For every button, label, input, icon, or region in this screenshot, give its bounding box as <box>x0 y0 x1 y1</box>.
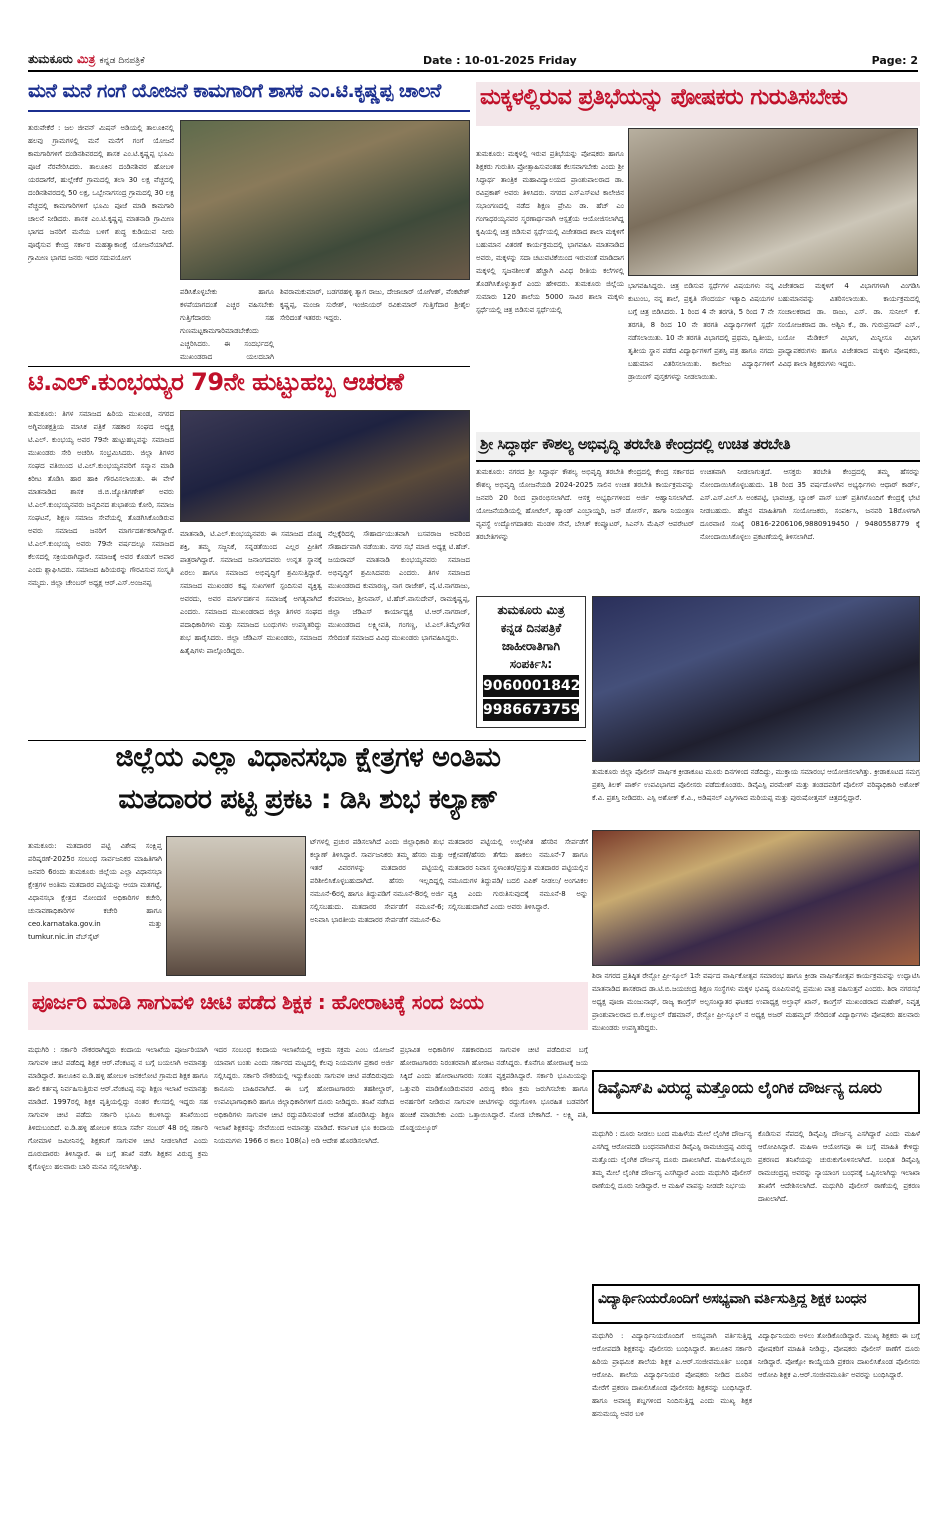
story5-col1: ತುಮಕೂರು: ಮತದಾರರ ಪಟ್ಟಿ ವಿಶೇಷ ಸಂಕ್ಷಿಪ್ತ ಪರಿಷ್ಕರಣೆ-2025ರ ಸಂಬಂಧ ಸಾರ್ವಜನಿಕರ ಮಾಹಿತಿಗಾಗಿ ಜನವರಿ 6ರಂದು ತುಮಕೂರು ಜಿಲ್ಲೆಯ ಎಲ್ಲಾ ವಿಧಾನಸಭಾ ಕ್ಷೇತ್ರಗಳ ಅಂತಿಮ ಮತದಾರರ ಪಟ್ಟಿಯನ್ನು ಆಯಾ ಮತಗಟ್ಟೆ, ವಿಧಾನಸಭಾ ಕ್ಷೇತ್ರದ ನೋಂದಣಿ ಅಧಿಕಾರಿಗಳ ಕಚೇರಿ, ಚುನಾವಣಾಧಿಕಾರಿಗಳ ಕಚೇರಿ ಹಾಗೂ ceo.karnataka.gov.in ಮತ್ತು tumkur.nic.in ವೆಬ್‌ಸೈಟ್ <box>28 842 162 941</box>
story5-headline-line2: ಮತದಾರರ ಪಟ್ಟಿ ಪ್ರಕಟ : ಡಿಸಿ ಶುಭ ಕಲ್ಯಾಣ್ <box>118 786 498 815</box>
story7-headline: ಡಿವೈಎಸ್‌ಪಿ ವಿರುದ್ಧ ಮತ್ತೊಂದು ಲೈಂಗಿಕ ದೌರ್ಜನ್ಯ ದೂರು <box>592 1070 920 1114</box>
story8-col2: ವಿದ್ಯಾರ್ಥಿನಿಯರು ಅಳಲು ತೋಡಿಕೊಂಡಿದ್ದಾರೆ. ಮುಖ್ಯ ಶಿಕ್ಷಕರು ಈ ಬಗ್ಗೆ ಪೋಷಕರಿಗೆ ಮಾಹಿತಿ ನೀಡಿದ್ದು, ಪೋಷಕರು ಪೊಲೀಸ್ ಠಾಣೆಗೆ ದೂರು ನೀಡಿದ್ದಾರೆ. ಪೋಕ್ಸೋ ಕಾಯ್ದೆಯಡಿ ಪ್ರಕರಣ ದಾಖಲಿಸಿಕೊಂಡ ಪೊಲೀಸರು ಆರೋಪಿ ಶಿಕ್ಷಕ ಎ.ಆರ್.ಸಂಜೀವಮೂರ್ತಿ ಅವರನ್ನು ಬಂಧಿಸಿದ್ದಾರೆ. <box>758 1332 920 1379</box>
newspaper-brand <box>28 52 145 67</box>
story6-col1: ಮಧುಗಿರಿ : ಸರ್ಕಾರಿ ನೌಕರರಾಗಿದ್ದರು ಕಂದಾಯ ಇಲಾಖೆಯ ಪೂರ್ಜರಿಯಾಗಿ ಸಾಗುವಳಿ ಚೀಟಿ ಪಡೆದಿದ್ದ ಶಿಕ್ಷಕ ಆರ್.ವೆಂಕಟಪ್ಪ ನ ಬಗ್ಗೆ ಬಯಲಾಗಿ ಅಮಾನತ್ತು ಮಾಡಿದ್ದಾರೆ. ತಾಲೂಕಿನ ಐ.ಡಿ.ಹಳ್ಳಿ ಹೋಬಳಿ ಜನಕಲೋಟಿ ಗ್ರಾಮದ ಶಿಕ್ಷಕ ಹಾಗೂ ಹಾಲಿ ಕರ್ತವ್ಯ ನಿರ್ವಹಿಸುತ್ತಿರುವ ಆರ್.ವೆಂಕಟಪ್ಪ ನನ್ನು ಶಿಕ್ಷಣ ಇಲಾಖೆ ಅಮಾನತ್ತು ಮಾಡಿದೆ. 1997ರಲ್ಲಿ ಶಿಕ್ಷಕ ವೃತ್ತಿಯಲ್ಲಿದ್ದು ನಂತರ ಕೆಲಸದಲ್ಲಿ ಇದ್ದರು ಸಹ ಸಾಗುವಳಿ ಚೀಟಿ ಪಡೆದು ಸರ್ಕಾರಿ ಭೂಮಿ ಕಬಳಿಸಿದ್ದು ತನಿಖೆಯಿಂದ ತಿಳಿದುಬಂದಿದೆ. ಐ.ಡಿ.ಹಳ್ಳಿ ಹೋಬಳಿ ಕಸಬಾ ಸರ್ವೇ ನಂಬರ್ 48 ರಲ್ಲಿ ಸರ್ಕಾರಿ ಗೋಮಾಳ ಜಮೀನಿನಲ್ಲಿ ಶಿಕ್ಷಕನಿಗೆ ಸಾಗುವಳಿ ಚೀಟಿ ನೀಡಲಾಗಿದೆ ಎಂದು ದೂರುದಾರರು ತಿಳಿಸಿದ್ದಾರೆ. ಈ ಬಗ್ಗೆ ತನಿಖೆ ನಡೆಸಿ ಶಿಕ್ಷಕನ ವಿರುದ್ಧ ಕ್ರಮ ಕೈಗೊಳ್ಳಲು ಹಲವಾರು ಬಾರಿ ಮನವಿ ಸಲ್ಲಿಸಲಾಗಿತ್ತು. <box>28 1046 208 1171</box>
ad-line2: ಕನ್ನಡ ದಿನಪತ್ರಿಕೆ <box>500 621 562 635</box>
story2-col1: ತುಮಕೂರು: ಮಕ್ಕಳಲ್ಲಿ ಇರುವ ಪ್ರತಿಭೆಯನ್ನು ಪೋಷಕರು ಹಾಗೂ ಶಿಕ್ಷಕರು ಗುರುತಿಸಿ ಪ್ರೋತ್ಸಾಹಿಸುವಂತಹ ಕೆಲಸವಾಗಬೇಕು ಎಂದು ಶ್ರೀ ಸಿದ್ಧಾರ್ಥ ತಾಂತ್ರಿಕ ಮಹಾವಿದ್ಯಾಲಯದ ಪ್ರಾಂಶುಪಾಲರಾದ ಡಾ. ರವಿಪ್ರಕಾಶ್ ಅವರು ತಿಳಿಸಿದರು. ನಗರದ ಎಸ್ಎಸ್ಐಟಿ ಕಾಲೇಜಿನ ಸಭಾಂಗಣದಲ್ಲಿ ನಡೆದ ಶಿಕ್ಷಣ ಪ್ರೇಮಿ ಡಾ. ಹೆಚ್ ಎಂ ಗಂಗಾಧರಯ್ಯನವರ ಸ್ಮರಣಾರ್ಥವಾಗಿ ಆಸ್ಪತ್ರೆಯ ಆಯೋಜಿಸಲಾಗಿದ್ದ ಕೃಷಿಯಲ್ಲಿ ಚಿತ್ರ ಬಿಡಿಸುವ ಸ್ಪರ್ಧೆಯಲ್ಲಿ ವಿಜೇತರಾದ ಶಾಲಾ ಮಕ್ಕಳಿಗೆ ಬಹುಮಾನ ವಿತರಣೆ ಕಾರ್ಯಕ್ರಮದಲ್ಲಿ ಭಾಗವಹಿಸಿ ಮಾತನಾಡಿದ ಅವರು, ಮಕ್ಕಳನ್ನು ಸದಾ ಚಟುವಟಿಕೆಯಿಂದ ಇರುವಂತೆ ಮಾಡಿದಾಗ ಮಕ್ಕಳಲ್ಲಿ ಸೃಜನಶೀಲತೆ ಹೆಚ್ಚಾಗಿ ವಿವಿಧ ರೀತಿಯ ಕಲೆಗಳಲ್ಲಿ ತೊಡಗಿಸಿಕೊಳ್ಳುತ್ತಾರೆ ಎಂದು ಹೇಳಿದರು. ತುಮಕೂರು ಜಿಲ್ಲೆಯ ಸುಮಾರು 120 ಶಾಲೆಯ 5000 ಸಾವಿರ ಶಾಲಾ ಮಕ್ಕಳು ಸ್ಪರ್ಧೆಯಲ್ಲಿ ಚಿತ್ರ ಬಿಡಿಸುವ ಸ್ಪರ್ಧೆಯಲ್ಲಿ <box>476 150 624 314</box>
story6-col2: ಇದರ ಸಂಬಂಧ ಕಂದಾಯ ಇಲಾಖೆಯಲ್ಲಿ ಅಕ್ರಮ ಸಕ್ರಮ ಎಂಬ ಯೋಜನೆ ಯಾವಾಗ ಬಂತು ಎಂದು ಸರ್ಕಾರದ ಮಟ್ಟದಲ್ಲಿ ಕೆಲವು ನಿಯಮಗಳ ಪ್ರಕಾರ ಅರ್ಜಿ ಸಲ್ಲಿಸಿದ್ದರು. ಸರ್ಕಾರಿ ನೌಕರಿಯಲ್ಲಿ ಇದ್ದುಕೊಂಡು ಸಾಗುವಳಿ ಚೀಟಿ ಪಡೆದಿರುವುದು ಕಾನೂನು ಬಾಹಿರವಾಗಿದೆ. ಈ ಬಗ್ಗೆ ಹೋರಾಟಗಾರರು ತಹಶೀಲ್ದಾರ್, ಉಪವಿಭಾಗಾಧಿಕಾರಿ ಹಾಗೂ ಜಿಲ್ಲಾಧಿಕಾರಿಗಳಿಗೆ ದೂರು ನೀಡಿದ್ದರು. ತನಿಖೆ ನಡೆಸಿದ ಅಧಿಕಾರಿಗಳು ಸಾಗುವಳಿ ಚೀಟಿ ರದ್ದುಪಡಿಸುವಂತೆ ಆದೇಶ ಹೊರಡಿಸಿದ್ದು ಶಿಕ್ಷಣ ಇಲಾಖೆ ಶಿಕ್ಷಕನನ್ನು ಸೇವೆಯಿಂದ ಅಮಾನತ್ತು ಮಾಡಿದೆ. ಕರ್ನಾಟಕ ಭೂ ಕಂದಾಯ ನಿಯಮಗಳು 1966 ರ ಕಾಲಂ 108(ಎ) ಅಡಿ ಆದೇಶ ಹೊರಡಿಸಲಾಗಿದೆ. <box>214 1046 394 1145</box>
issue-date: Date : 10-01-2025 Friday <box>423 54 577 67</box>
story4-headline: ಶ್ರೀ ಸಿದ್ಧಾರ್ಥ ಕೌಶಲ್ಯ ಅಭಿವೃದ್ಧಿ ತರಬೇತಿ ಕೇಂದ್ರದಲ್ಲಿ ಉಚಿತ ತರಬೇತಿ <box>476 432 920 462</box>
advert-box <box>476 596 586 728</box>
page-number: Page: 2 <box>871 54 918 67</box>
police-caption: ತುಮಕೂರು ಜಿಲ್ಲಾ ಪೊಲೀಸ್ ವಾರ್ಷಿಕ ಕ್ರೀಡಾಕೂಟ ಮೂರು ದಿನಗಳಿಂದ ನಡೆದಿದ್ದು, ಮುಕ್ತಾಯ ಸಮಾರಂಭ ಆಯೋಜಿಸಲಾಗಿತ್ತು. ಕ್ರೀಡಾಕೂಟದ ಸಮಗ್ರ ಪ್ರಶಸ್ತಿ ತಿಲಕ್ ಪಾರ್ಕ್ ಉಪವಿಭಾಗದ ಪೊಲೀಸರು ಪಡೆದುಕೊಂಡರು. ಡಿವೈಎಸ್ಪಿ ಪರಮೇಶ್ ಮತ್ತು ತಂಡದವರಿಗೆ ಪೊಲೀಸ್ ವರಿಷ್ಠಾಧಿಕಾರಿ ಅಶೋಕ್ ಕೆ.ವಿ. ಪ್ರಶಸ್ತಿ ನೀಡಿದರು. ಎಸ್ಪಿ ಅಶೋಕ್ ಕೆ.ವಿ., ಅಡಿಷನಲ್ ಎಸ್ಪಿಗಳಾದ ಮರಿಯಪ್ಪ ಮತ್ತು ಪುರುಷೋತ್ತಮ್ ಚಿತ್ರದಲ್ಲಿದ್ದಾರೆ. <box>592 768 920 802</box>
story1-photo <box>180 120 470 280</box>
story5-headline-line1: ಜಿಲ್ಲೆಯ ಎಲ್ಲಾ ವಿಧಾನಸಭಾ ಕ್ಷೇತ್ರಗಳ ಅಂತಿಮ <box>115 744 501 773</box>
story3-col2: ಮಾತನಾಡಿ, ಟಿ.ಎಲ್.ಕುಂಭಯ್ಯನವರು ಈ ಸಮಾಜದ ದೊಡ್ಡ ಶಕ್ತಿ, ತಮ್ಮ ಸಜ್ಜನಿಕೆ, ಸನ್ನಡತೆಯಿಂದ ಎಲ್ಲರ ಪ್ರೀತಿಗೆ ಪಾತ್ರರಾಗಿದ್ದಾರೆ. ಸಮಾಜದ ಜನಾಂಗದವರು ಉನ್ನತ ಸ್ಥಾನಕ್ಕೆ ಏರಲು ಹಾಗೂ ಸಮಾಜದ ಅಭಿವೃದ್ಧಿಗೆ ಶ್ರಮಿಸುತ್ತಿದ್ದಾರೆ. ಸಮಾಜದ ಮುಖಂಡರ ಕಷ್ಟ ಸುಖಗಳಿಗೆ ಸ್ಪಂದಿಸುವ ವ್ಯಕ್ತಿತ್ವ ಅವರದು, ಅವರ ಮಾರ್ಗದರ್ಶನ ಸಮಾಜಕ್ಕೆ ಅಗತ್ಯವಾಗಿದೆ ಎಂದರು. ಸಮಾಜದ ಮುಖಂಡರಾದ ಜಿಲ್ಲಾ ತಿಗಳರ ಸಂಘದ ಪದಾಧಿಕಾರಿಗಳು ಮತ್ತು ಸಮಾಜದ ಬಂಧುಗಳು ಉಪಸ್ಥಿತರಿದ್ದು ಶುಭ ಹಾರೈಸಿದರು. ಜಿಲ್ಲಾ ಜೆಡಿಎಸ್ ಮುಖಂಡರು, ಸಮಾಜದ ಹಿತೈಷಿಗಳು ಪಾಲ್ಗೊಂಡಿದ್ದರು. <box>180 530 322 655</box>
story7-col2: ಕೊಡಿಸುವ ನೆಪದಲ್ಲಿ ಡಿವೈಎಸ್ಪಿ ದೌರ್ಜನ್ಯ ಎಸಗಿದ್ದಾರೆ ಎಂದು ಮಹಿಳೆ ಆರೋಪಿಸಿದ್ದಾರೆ. ಮಹಿಳಾ ಆಯೋಗವೂ ಈ ಬಗ್ಗೆ ಮಾಹಿತಿ ಕೇಳಿದ್ದು ಪ್ರಕರಣದ ತನಿಖೆಯನ್ನು ಚುರುಕುಗೊಳಿಸಲಾಗಿದೆ. ಬಂಧಿತ ಡಿವೈಎಸ್ಪಿ ರಾಮಚಂದ್ರಪ್ಪ ಅವರನ್ನು ನ್ಯಾಯಾಂಗ ಬಂಧನಕ್ಕೆ ಒಪ್ಪಿಸಲಾಗಿದ್ದು ಇಲಾಖಾ ತನಿಖೆಗೆ ಆದೇಶಿಸಲಾಗಿದೆ. ಮಧುಗಿರಿ ಪೊಲೀಸ್ ಠಾಣೆಯಲ್ಲಿ ಪ್ರಕರಣ ದಾಖಲಾಗಿದೆ. <box>758 1130 920 1203</box>
story5-col3: ಮತದಾರರ ಪಟ್ಟಿಯಲ್ಲಿ ಉಲ್ಲೇಖಿತ ಹೆಸರಿನ ಸೇರ್ಪಡೆಗೆ ಆಕ್ಷೇಪಣೆ/ಹೆಸರು ತೆಗೆದು ಹಾಕಲು ನಮೂನೆ-7 ಹಾಗೂ ಮತದಾರರ ನಿವಾಸ ಸ್ಥಳಾಂತರ/ಪ್ರಸ್ತುತ ಮತದಾರರ ಪಟ್ಟಿಯಲ್ಲಿನ ನಮೂದುಗಳ ತಿದ್ದುಪಡಿ/ ಬದಲಿ ಎಪಿಕ್ ನೀಡಲು/ ಅಂಗವಿಕಲ ವ್ಯಕ್ತಿ ಎಂದು ಗುರುತಿಸುವುದಕ್ಕೆ ನಮೂನೆ-8 ಅನ್ನು ಸಲ್ಲಿಸಬಹುದಾಗಿದೆ ಎಂದು ಅವರು ತಿಳಿಸಿದ್ದಾರೆ. <box>448 838 588 911</box>
story3-photo <box>180 410 470 522</box>
ad-phone1: 9060001842 <box>483 675 579 697</box>
story4-col1: ತುಮಕೂರು: ನಗರದ ಶ್ರೀ ಸಿದ್ಧಾರ್ಥ ಕೌಶಲ್ಯ ಅಭಿವೃದ್ಧಿ ತರಬೇತಿ ಕೇಂದ್ರದಲ್ಲಿ ಕೇಂದ್ರ ಸರ್ಕಾರದ ಕೌಶಲ್ಯ ಅಭಿವೃದ್ಧಿ ಯೋಜನೆಯಡಿ 2024-2025 ಸಾಲಿನ ಉಚಿತ ತರಬೇತಿ ಕಾರ್ಯಕ್ರಮವನ್ನು ಜನವರಿ 20 ರಿಂದ ಪ್ರಾರಂಭಿಸಲಾಗಿದೆ. ಆಸಕ್ತ ಅಭ್ಯರ್ಥಿಗಳಿಂದ ಅರ್ಜಿ ಆಹ್ವಾನಿಸಲಾಗಿದೆ. ಯೋಜನೆಯಡಿಯಲ್ಲಿ ಹೋಟೆಲ್, ಹ್ಯಾಂಡ್ ಎಂಬ್ರಾಯ್ಡರಿ, ಜನ್ ಡೋರ್ಸ್, ಹಾಗಾ ನಿಯಂತ್ರಣ ವ್ಯವಸ್ಥೆ ಉದ್ಯೋಗದಾತರು ಮಂಡಳಿ ಸೇವೆ, ಬೇಸಿಕ್ ಕಂಪ್ಯೂಟರ್, ಸಿಎನ್‌ಸಿ ಮೆಷಿನ್ ಆಪರೇಟರ್ ತರಬೇತಿಗಳನ್ನು <box>476 468 694 541</box>
story2-col2: ಭಾಗವಹಿಸಿದ್ದರು. ಚಿತ್ರ ಬಿಡಿಸುವ ಸ್ಪರ್ಧೆಗಳ ವಿಷಯಗಳು ನನ್ನ ಕುಟುಂಬ, ನನ್ನ ಶಾಲೆ, ಪ್ರಕೃತಿ ಸೌಂದರ್ಯ ಇತ್ಯಾದಿ ವಿಷಯಗಳ ಬಗ್ಗೆ ಚಿತ್ರ ಬಿಡಿಸಿದರು. 1 ರಿಂದ 4 ನೇ ತರಗತಿ, 5 ರಿಂದ 7 ನೇ ತರಗತಿ, 8 ರಿಂದ 10 ನೇ ತರಗತಿ ವಿದ್ಯಾರ್ಥಿಗಳಿಗೆ ಸ್ಪರ್ಧೆ ನಡೆಸಲಾಯಿತು. 10 ನೇ ತರಗತಿ ವಿಭಾಗದಲ್ಲಿ ಪ್ರಥಮ, ದ್ವಿತೀಯ, ತೃತೀಯ ಸ್ಥಾನ ಪಡೆದ ವಿದ್ಯಾರ್ಥಿಗಳಿಗೆ ಪ್ರಶಸ್ತಿ ಪತ್ರ ಹಾಗೂ ನಗದು ಬಹುಮಾನ ವಿತರಿಸಲಾಯಿತು. ಕಾಲೇಜು ವಿದ್ಯಾರ್ಥಿಗಳಿಗೆ ಡ್ರಾಯಿಂಗ್ ಪುಸ್ತಕಗಳನ್ನು ನೀಡಲಾಯಿತು. <box>628 282 774 381</box>
story1-headline: ಮನೆ ಮನೆ ಗಂಗೆ ಯೋಜನೆ ಕಾಮಗಾರಿಗೆ ಶಾಸಕ ಎಂ.ಟಿ.ಕೃಷ್ಣಪ್ಪ ಚಾಲನೆ <box>28 82 470 112</box>
divider <box>28 366 470 367</box>
story4-col2: ಉಚಿತವಾಗಿ ನೀಡಲಾಗುತ್ತದೆ. ಆಸಕ್ತರು ತರಬೇತಿ ಕೇಂದ್ರದಲ್ಲಿ ತಮ್ಮ ಹೆಸರನ್ನು ನೋಂದಾಯಿಸಿಕೊಳ್ಳಬಹುದು. 18 ರಿಂದ 35 ವರ್ಷದೊಳಗಿನ ಅಭ್ಯರ್ಥಿಗಳು ಆಧಾರ್ ಕಾರ್ಡ್, ಎಸ್.ಎಸ್.ಎಲ್.ಸಿ ಅಂಕಪಟ್ಟಿ, ಭಾವಚಿತ್ರ, ಬ್ಯಾಂಕ್ ಪಾಸ್ ಬುಕ್ ಪ್ರತಿಗಳೊಂದಿಗೆ ಕೇಂದ್ರಕ್ಕೆ ಭೇಟಿ ನೀಡಬಹುದು. ಹೆಚ್ಚಿನ ಮಾಹಿತಿಗಾಗಿ ಸಂಯೋಜಕರು, ಸಂಪರ್ಕಿಸಿ, ಜನವರಿ 18ರೊಳಗಾಗಿ ದೂರವಾಣಿ ಸಂಖ್ಯೆ 0816-2206106,9880919450 / 9480558779 ಕ್ಕೆ ನೋಂದಾಯಿಸಿಕೊಳ್ಳಲು ಪ್ರಕಟಣೆಯಲ್ಲಿ ತಿಳಿಸಲಾಗಿದೆ. <box>700 468 920 541</box>
divider <box>28 740 586 741</box>
story2-photo <box>628 128 918 276</box>
story7-col1: ಮಧುಗಿರಿ : ದೂರು ನೀಡಲು ಬಂದ ಮಹಿಳೆಯ ಮೇಲೆ ಲೈಂಗಿಕ ದೌರ್ಜನ್ಯ ಎಸಗಿದ್ದ ಆರೋಪದಡಿ ಬಂಧನವಾಗಿರುವ ಡಿವೈಎಸ್ಪಿ ರಾಮಚಂದ್ರಪ್ಪ ವಿರುದ್ಧ ಮತ್ತೊಂದು ಲೈಂಗಿಕ ದೌರ್ಜನ್ಯ ದೂರು ದಾಖಲಾಗಿದೆ. ಮಹಿಳೆಯೊಬ್ಬರು ತಮ್ಮ ಮೇಲೆ ಲೈಂಗಿಕ ದೌರ್ಜನ್ಯ ಎಸಗಿದ್ದಾರೆ ಎಂದು ಮಧುಗಿರಿ ಪೊಲೀಸ್ ಠಾಣೆಯಲ್ಲಿ ದೂರು ನೀಡಿದ್ದಾರೆ. ಆ ಮಹಿಳೆ ವಾಪಸ್ಸು ನೀಡದೇ ನಿರ್ಭಯ <box>592 1130 752 1190</box>
story8-headline: ವಿದ್ಯಾರ್ಥಿನಿಯರೊಂದಿಗೆ ಅಸಭ್ಯವಾಗಿ ವರ್ತಿಸುತ್ತಿದ್ದ ಶಿಕ್ಷಕ ಬಂಧನ <box>592 1284 920 1324</box>
school-event-photo <box>592 830 920 966</box>
masthead <box>28 52 918 72</box>
story6-col3: ಪ್ರಭಾವಿತ ಅಧಿಕಾರಿಗಳ ಸಹಕಾರದಿಂದ ಸಾಗುವಳಿ ಚೀಟಿ ಪಡೆದಿರುವ ಬಗ್ಗೆ ಹೋರಾಟಗಾರರು ನಿರಂತರವಾಗಿ ಹೋರಾಟ ನಡೆಸಿದ್ದರು. ಕೊನೆಗೂ ಹೋರಾಟಕ್ಕೆ ಜಯ ಸಿಕ್ಕಿದೆ ಎಂದು ಹೋರಾಟಗಾರರು ಸಂತಸ ವ್ಯಕ್ತಪಡಿಸಿದ್ದಾರೆ. ಸರ್ಕಾರಿ ಭೂಮಿಯನ್ನು ಒತ್ತುವರಿ ಮಾಡಿಕೊಂಡಿರುವವರ ವಿರುದ್ಧ ಕಠಿಣ ಕ್ರಮ ಜರುಗಿಸಬೇಕು ಹಾಗೂ ಅನರ್ಹರಿಗೆ ನೀಡಿರುವ ಸಾಗುವಳಿ ಚೀಟಿಗಳನ್ನು ರದ್ದುಗೊಳಿಸಿ ಭೂರಹಿತ ಬಡವರಿಗೆ ಹಂಚಿಕೆ ಮಾಡಬೇಕು ಎಂದು ಒತ್ತಾಯಿಸಿದ್ದಾರೆ. ನೋಡ ಬೇಕಾಗಿದೆ. - ಲಕ್ಷ್ಮಿ ಪತಿ, ದೊಡ್ಡಯಲ್ಕೂರ್ <box>400 1046 588 1132</box>
ad-line4: ಸಂಪರ್ಕಿಸಿ: <box>509 657 553 671</box>
story1-col3: ಶಿವರಾಮಕುಮಾರ್, ಬಡಗರಹಳ್ಳಿ ತ್ಯಾಗ ರಾಜು, ದೇಜಾಚಾರ್ ಯೋಗೀಶ್, ವೆಂಕಟೇಶ್ ಕೃಷ್ಣಪ್ಪ, ಮಂಜಾ ಸುರೇಶ್, ಇಂಜಿನಿಯರ್ ರವಿಕುಮಾರ್ ಗುತ್ತಿಗೆದಾರ ಶ್ರೀಶೈಲ ಸೇರಿದಂತೆ ಇತರರು ಇದ್ದರು. <box>280 288 470 322</box>
story1-col1: ತುರುವೇಕೆರೆ : ಜಲ ಜೀವನ್ ಮಿಷನ್ ಅಡಿಯಲ್ಲಿ ತಾಲೂಕಿನಲ್ಲಿ ಹಲವು ಗ್ರಾಮಗಳಲ್ಲಿ ಮನೆ ಮನೆಗೆ ಗಂಗೆ ಯೋಜನೆ ಕಾಮಗಾರಿಗಳಿಗೆ ದಂಡಿನಶಿವರದಲ್ಲಿ ಶಾಸಕ ಎಂ.ಟಿ.ಕೃಷ್ಣಪ್ಪ ಭೂಮಿ ಪೂಜೆ ನೆರವೇರಿಸಿದರು. ತಾಲೂಕಿನ ದಂಡಿನಶಿವರ ಹೋಬಳಿ ಯರದಾಗೆರೆ, ಹುಲ್ಲೇಕೆರೆ ಗ್ರಾಮದಲ್ಲಿ ತಲಾ 30 ಲಕ್ಷ ವೆಚ್ಚದಲ್ಲಿ ದಂಡಿನಶಿವರದಲ್ಲಿ 50 ಲಕ್ಷ, ಒಬ್ಬೇನಾಗಸಂದ್ರ ಗ್ರಾಮದಲ್ಲಿ 30 ಲಕ್ಷ ವೆಚ್ಚದಲ್ಲಿ ಕಾಮಗಾರಿಗಳಿಗೆ ಭೂಮಿ ಪೂಜೆ ಮಾಡಿ ಕಾಮಗಾರಿ ಚಾಲನೆ ನೀಡಿದರು. ಶಾಸಕ ಎಂ.ಟಿ.ಕೃಷ್ಣಪ್ಪ ಮಾತನಾಡಿ ಗ್ರಾಮೀಣ ಭಾಗದ ಜನರಿಗೆ ಮನೆಯ ಬಳಿಗೆ ಶುದ್ಧ ಕುಡಿಯುವ ನೀರು ಪೂರೈಸುವ ಕೇಂದ್ರ ಸರ್ಕಾರ ಮಹತ್ವಾಕಾಂಕ್ಷೆ ಯೋಜನೆಯಾಗಿದೆ. ಗ್ರಾಮೀಣ ಭಾಗದ ಜನರು ಇದರ ಸದುಪಯೋಗ <box>28 124 174 262</box>
story5-col2: ಟ್‌ಗಳಲ್ಲಿ ಪ್ರಚುರ ಪಡಿಸಲಾಗಿದೆ ಎಂದು ಜಿಲ್ಲಾಧಿಕಾರಿ ಶುಭ ಕಲ್ಯಾಣ್ ತಿಳಿಸಿದ್ದಾರೆ. ಸಾರ್ವಜನಿಕರು ತಮ್ಮ ಹೆಸರು ಮತ್ತು ಇತರೆ ವಿವರಗಳನ್ನು ಮತದಾರರ ಪಟ್ಟಿಯಲ್ಲಿ ಪರಿಶೀಲಿಸಿಕೊಳ್ಳಬಹುದಾಗಿದೆ. ಹೆಸರು ಇಲ್ಲದಿದ್ದಲ್ಲಿ ನಮೂನೆ-6ರಲ್ಲಿ ಹಾಗೂ ತಿದ್ದುಪಡಿಗೆ ನಮೂನೆ-8ರಲ್ಲಿ ಅರ್ಜಿ ಸಲ್ಲಿಸಬಹುದು. ಮತದಾರರ ಸೇರ್ಪಡೆಗೆ ನಮೂನೆ-6; ಅನಿವಾಸಿ ಭಾರತೀಯ ಮತದಾರರ ಸೇರ್ಪಡೆಗೆ ನಮೂನೆ-6ಎ <box>310 838 444 924</box>
story2-col3: ವಿಜೇತರಾದ ಮಕ್ಕಳಿಗೆ 4 ವಿಭಾಗಗಳಾಗಿ ವಿಂಗಡಿಸಿ ಬಹುಮಾನವನ್ನು ವಿತರಿಸಲಾಯಿತು. ಕಾರ್ಯಕ್ರಮದಲ್ಲಿ ಸಂಚಾಲಕರಾದ ಡಾ. ರಾಜು, ಎಸ್. ಡಾ. ಸುನೀಲ್ ಕೆ. ಸಂಯೋಜಕರಾದ ಡಾ. ಅಶ್ವಿನಿ ಕೆ., ಡಾ. ಗುರುಪ್ರಸಾದ್ ಎಸ್., ಬಯೋ ಮೆಡಿಕಲ್ ವಿಭಾಗ, ಮಿನ್ನೀಸೂ ವಿಭಾಗ ಪ್ರಾಧ್ಯಾಪಕರುಗಳು ಹಾಗೂ ವಿಜೇತರಾದ ಮಕ್ಕಳು ಪೋಷಕರು, ವಿವಿಧ ಶಾಲಾ ಶಿಕ್ಷಕರುಗಳು ಇದ್ದರು. <box>778 282 920 368</box>
story3-headline: ಟಿ.ಎಲ್.ಕುಂಭಯ್ಯರ 79ನೇ ಹುಟ್ಟುಹಬ್ಬ ಆಚರಣೆ <box>28 370 404 396</box>
story3-col3: ನೆಲ್ಲಕ್ಕೆರಿದಲ್ಲಿ ಸೌಹಾರ್ದಯುತವಾಗಿ ಬಸವರಾಜ ಅವರಿಂದ ಸೌಹಾರ್ದವಾಗಿ ನಡೆಯಿತು. ನಗರ ಸಭೆ ಮಾಜಿ ಅಧ್ಯಕ್ಷ ಟಿ.ಹೆಚ್. ಜಯರಾಮ್ ಮಾತನಾಡಿ ಕುಂಭಯ್ಯನವರು ಸಮಾಜದ ಅಭಿವೃದ್ಧಿಗೆ ಶ್ರಮಿಸಿದವರು ಎಂದರು. ತಿಗಳ ಸಮಾಜದ ಮುಖಂಡರಾದ ಕುಮಾರಣ್ಣ, ನಾಗ ರಾಜೇಶ್, ವೈ.ಟಿ.ನಾಗರಾಜು, ಕೆಂಪರಾಜು, ಶ್ರೀನಿವಾಸ್, ಟಿ.ಹೆಚ್.ವಾಸುದೇವ್, ರಾಮಕೃಷ್ಣಪ್ಪ, ಜಿಲ್ಲಾ ಜೆಡಿಎಸ್ ಕಾರ್ಯಾಧ್ಯಕ್ಷ ಟಿ.ಆರ್.ನಾಗರಾಜ್, ಮುಖಂಡರಾದ ಲಕ್ಷ್ಮೀಪತಿ, ಗಂಗಣ್ಣ, ಟಿ.ಎಲ್.ತಿಮ್ಮೇಗೌಡ ಸೇರಿದಂತೆ ಸಮಾಜದ ವಿವಿಧ ಮುಖಂಡರು ಭಾಗವಹಿಸಿದ್ದರು. <box>328 530 470 642</box>
ad-line1: ತುಮಕೂರು ಮಿತ್ರ <box>497 603 565 617</box>
brand-part1: ತುಮಕೂರು <box>28 52 73 66</box>
story1-col2: ಪಡಿಸಿಕೊಳ್ಳಬೇಕು ಹಾಗೂ ಕಳಪೆಯಾಗದಂತೆ ಎಚ್ಚರ ವಹಿಸಬೇಕು ಗುತ್ತಿಗೆದಾರರು ಸಹ ಗುಣಮಟ್ಟಕಾಮಗಾರಿಮಾಡಬೇಕೆಂದು ಎಚ್ಚರಿಸಿದರು. ಈ ಸಂದರ್ಭದಲ್ಲಿ ಮುಖಂಡರಾದ ಯಲದಬಾಗಿ <box>180 288 274 361</box>
police-event-photo <box>592 596 920 762</box>
story2-headline: ಮಕ್ಕಳಲ್ಲಿರುವ ಪ್ರತಿಭೆಯನ್ನು ಪೋಷಕರು ಗುರುತಿಸಬೇಕು <box>476 82 920 126</box>
brand-subtitle: ಕನ್ನಡ ದಿನಪತ್ರಿಕೆ <box>99 56 145 66</box>
ad-phone2: 9986673759 <box>483 699 579 721</box>
official-portrait <box>166 836 306 976</box>
brand-part2: ಮಿತ್ರ <box>77 52 96 66</box>
story3-col1: ತುಮಕೂರು: ತಿಗಳ ಸಮಾಜದ ಹಿರಿಯ ಮುಖಂಡ, ನಗರದ ಅಗ್ನಿವಂಶಕ್ಷತ್ರಿಯ ಮಾಸಿಕ ಪತ್ರಿಕೆ ಸಹಕಾರ ಸಂಘದ ಅಧ್ಯಕ್ಷ ಟಿ.ಎಲ್. ಕುಂಭಯ್ಯ ಅವರ 79ನೇ ಹುಟ್ಟುಹಬ್ಬವನ್ನು ಸಮಾಜದ ಮುಖಂಡರು ಸೇರಿ ಅಚರಿಸಿ ಸಂಭ್ರಮಿಸಿದರು. ಜಿಲ್ಲಾ ತಿಗಳರ ಸಂಘದ ವತಿಯಿಂದ ಟಿ.ಎಲ್.ಕುಂಭಯ್ಯನವರಿಗೆ ಸನ್ಮಾನ ಮಾಡಿ ಕಿರೀಟ ತೊಡಿಸಿ ಹಾರ ಹಾಕಿ ಗೌರವಿಸಲಾಯಿತು. ಈ ವೇಳೆ ಮಾತನಾಡಿದ ಶಾಸಕ ಜಿ.ಬಿ.ಜ್ಯೋತಿಗಣೇಶ್ ಅವರು ಟಿ.ಎಲ್.ಕುಂಭಯ್ಯನವರು ಜನ್ಮದಿನದ ಶುಭಾಶಯ ಕೋರಿ, ಸಮಾಜ ಸಂಘಟನೆ, ಶಿಕ್ಷಣ ಸಮಾಜ ಸೇವೆಯಲ್ಲಿ ತೊಡಗಿಸಿಕೊಂಡಿರುವ ಅವರು ಸಮಾಜದ ಜನರಿಗೆ ಮಾರ್ಗದರ್ಶಕರಾಗಿದ್ದಾರೆ. ಟಿ.ಎಲ್.ಕುಂಭಯ್ಯ ಅವರು 79ನೇ ವರ್ಷದಲ್ಲೂ ಸಮಾಜದ ಕೆಲಸದಲ್ಲಿ ಸಕ್ರಿಯರಾಗಿದ್ದಾರೆ. ಸಮಾಜಕ್ಕೆ ಅವರ ಕೊಡುಗೆ ಅಪಾರ ಎಂದು ಶ್ಲಾಘಿಸಿದರು. ಸಮಾಜದ ಹಿರಿಯರನ್ನು ಗೌರವಿಸುವ ಸಂಸ್ಕೃತಿ ನಮ್ಮದು. ಜಿಲ್ಲಾ ಚೇಂಬರ್ ಅಧ್ಯಕ್ಷ ಆರ್.ಎಸ್.ಅಂಜನಪ್ಪ <box>28 410 174 587</box>
school-caption: ಶಿರಾ ನಗರದ ಪ್ರತಿಷ್ಠಿತ ರೇನ್ಬೋ ಪ್ರೀ-ಸ್ಕೂಲ್ 1ನೇ ವರ್ಷದ ವಾರ್ಷಿಕೋತ್ಸವ ಸಮಾರಂಭ ಹಾಗೂ ಕ್ರೀಡಾ ವಾರ್ಷಿಕೋತ್ಸವ ಕಾರ್ಯಕ್ರಮವನ್ನು ಉದ್ಘಾಟಿಸಿ ಮಾತನಾಡಿದ ಶಾಸಕರಾದ ಡಾ.ಟಿ.ಬಿ.ಜಯಚಂದ್ರ ಶಿಕ್ಷಣ ಸಂಸ್ಥೆಗಳು ಮಕ್ಕಳ ಭವಿಷ್ಯ ರೂಪಿಸುವಲ್ಲಿ ಪ್ರಮುಖ ಪಾತ್ರ ವಹಿಸುತ್ತವೆ ಎಂದರು. ಶಿರಾ ನಗರಸಭೆ ಅಧ್ಯಕ್ಷ ಪೂಜಾ ಮಂಜುನಾಥ್, ರಾಜ್ಯ ಕಾಂಗ್ರೆಸ್ ಅಲ್ಪಸಂಖ್ಯಾತರ ಘಟಕದ ಉಪಾಧ್ಯಕ್ಷ ಅಲ್ತಾಫ್ ಖಾನ್, ಕಾಂಗ್ರೆಸ್ ಮುಖಂಡರಾದ ಮಹೇಶ್, ನಿವೃತ್ತ ಪ್ರಾಂಶುಪಾಲರಾದ ಬಿ.ಕೆ.ಅಬ್ದುಲ್ ರೆಹಮಾನ್, ರೇನ್ಬೋ ಪ್ರೀ-ಸ್ಕೂಲ್ ನ ಅಧ್ಯಕ್ಷ ಅಜರ್ ಮಹಮ್ಮದ್ ಸೇರಿದಂತೆ ವಿದ್ಯಾರ್ಥಿಗಳು ಪೋಷಕರು ಹಲವಾರು ಮುಖಂಡರು ಉಪಸ್ಥಿತರಿದ್ದರು. <box>592 972 920 1032</box>
story8-col1: ಮಧುಗಿರಿ : ವಿದ್ಯಾರ್ಥಿನಿಯರೊಂದಿಗೆ ಅಸಭ್ಯವಾಗಿ ವರ್ತಿಸುತ್ತಿದ್ದ ಆರೋಪದಡಿ ಶಿಕ್ಷಕನನ್ನು ಪೊಲೀಸರು ಬಂಧಿಸಿದ್ದಾರೆ. ತಾಲೂಕಿನ ಸರ್ಕಾರಿ ಹಿರಿಯ ಪ್ರಾಥಮಿಕ ಶಾಲೆಯ ಶಿಕ್ಷಕ ಎ.ಆರ್.ಸಂಜೀವಮೂರ್ತಿ ಬಂಧಿತ ಆರೋಪಿ. ಶಾಲೆಯ ವಿದ್ಯಾರ್ಥಿನಿಯರ ಪೋಷಕರು ನೀಡಿದ ದೂರಿನ ಮೇರೆಗೆ ಪ್ರಕರಣ ದಾಖಲಿಸಿಕೊಂಡ ಪೊಲೀಸರು ಶಿಕ್ಷಕನನ್ನು ಬಂಧಿಸಿದ್ದಾರೆ. ಹಾಗೂ ಅವಾಚ್ಯ ಶಬ್ದಗಳಿಂದ ನಿಂದಿಸುತ್ತಿದ್ದ ಎಂದು ಮುಖ್ಯ ಶಿಕ್ಷಕ ಹನುಮಯ್ಯ ಅವರ ಬಳಿ <box>592 1332 752 1418</box>
story6-headline: ಪೂರ್ಜರಿ ಮಾಡಿ ಸಾಗುವಳಿ ಚೀಟಿ ಪಡೆದ ಶಿಕ್ಷಕ : ಹೋರಾಟಕ್ಕೆ ಸಂದ ಜಯ <box>28 982 588 1030</box>
ad-line3: ಜಾಹೀರಾತಿಗಾಗಿ <box>501 639 561 653</box>
